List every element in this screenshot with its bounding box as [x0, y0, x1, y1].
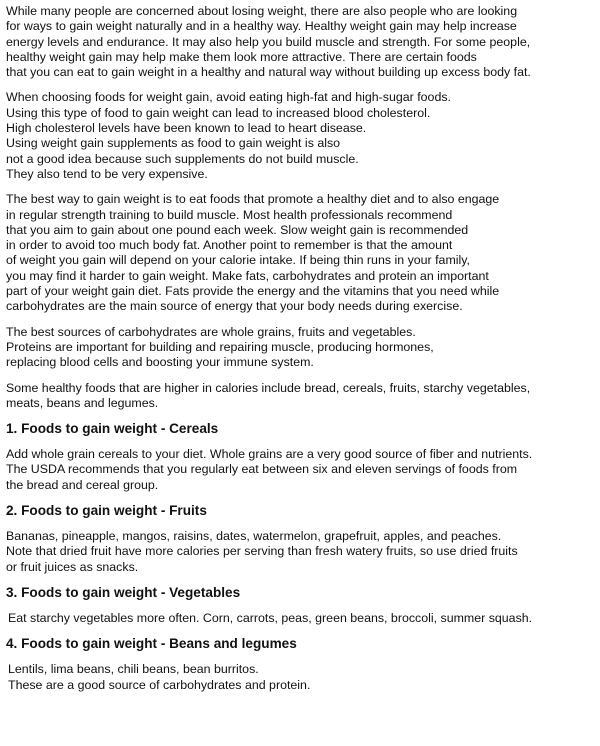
- sources-paragraph: [6, 325, 598, 371]
- avoid-paragraph: [6, 90, 598, 182]
- text-line: replacing blood cells and boosting your immune system.: [6, 355, 314, 370]
- text-line: that you aim to gain about one pound each week. Slow weight gain is recommended: [6, 222, 469, 237]
- text-line: healthy weight gain may help make them look more attractive. There are certain foods: [6, 49, 477, 64]
- text-line: When choosing foods for weight gain, avoid eating high-fat and high-sugar foods.: [6, 90, 451, 105]
- intro-paragraph: [6, 4, 598, 80]
- text-line: They also tend to be very expensive.: [6, 166, 208, 181]
- section-heading-vegetables: 3. Foods to gain weight - Vegetables: [6, 584, 241, 600]
- text-line: meats, beans and legumes.: [6, 395, 159, 410]
- text-line: Eat starchy vegetables more often. Corn, carrots, peas, green beans, broccoli, summer squash.: [8, 610, 533, 625]
- text-line: Using weight gain supplements as food to gain weight is also: [6, 136, 341, 151]
- article: [6, 0, 598, 693]
- healthy-foods-paragraph: [6, 381, 598, 412]
- section-body-cereals: [6, 447, 598, 493]
- text-line: These are a good source of carbohydrates and protein.: [8, 677, 311, 692]
- text-line: Some healthy foods that are higher in calories include bread, cereals, fruits, starchy vegetables,: [6, 380, 531, 395]
- text-line: Lentils, lima beans, chili beans, bean burritos.: [8, 662, 259, 677]
- text-line: Bananas, pineapple, mangos, raisins, dates, watermelon, grapefruit, apples, and peaches.: [6, 529, 502, 544]
- text-line: carbohydrates are the main source of energy that your body needs during exercise.: [6, 299, 463, 314]
- section-heading-beans-legumes: 4. Foods to gain weight - Beans and legumes: [6, 636, 297, 652]
- text-line: or fruit juices as snacks.: [6, 559, 139, 574]
- text-line: in regular strength training to build muscle. Most health professionals recommend: [6, 207, 453, 222]
- text-line: that you can eat to gain weight in a healthy and natural way without building up excess body fat.: [6, 65, 531, 80]
- section-body-vegetables: [6, 611, 598, 626]
- section-body-fruits: [6, 529, 598, 575]
- text-line: Note that dried fruit have more calories per serving than fresh watery fruits, so use dried fruits: [6, 544, 518, 559]
- text-line: the bread and cereal group.: [6, 477, 159, 492]
- text-line: Proteins are important for building and repairing muscle, producing hormones,: [6, 339, 434, 354]
- text-line: in order to avoid too much body fat. Another point to remember is that the amount: [6, 238, 453, 253]
- best-way-paragraph: [6, 192, 598, 314]
- text-line: High cholesterol levels have been known to lead to heart disease.: [6, 121, 367, 136]
- section-body-beans-legumes: [6, 662, 598, 693]
- text-line: not a good idea because such supplements do not build muscle.: [6, 151, 359, 166]
- text-line: The best sources of carbohydrates are whole grains, fruits and vegetables.: [6, 324, 416, 339]
- text-line: The best way to gain weight is to eat foods that promote a healthy diet and to also engage: [6, 192, 500, 207]
- text-line: of weight you gain will depend on your calorie intake. If being thin runs in your family,: [6, 253, 470, 268]
- text-line: part of your weight gain diet. Fats provide the energy and the vitamins that you need while: [6, 284, 500, 299]
- text-line: energy levels and endurance. It may also help you build muscle and strength. For some people,: [6, 34, 531, 49]
- text-line: for ways to gain weight naturally and in a healthy way. Healthy weight gain may help increase: [6, 19, 517, 34]
- text-line: While many people are concerned about losing weight, there are also people who are looking: [6, 4, 518, 18]
- section-heading-cereals: 1. Foods to gain weight - Cereals: [6, 421, 219, 437]
- text-line: Using this type of food to gain weight can lead to increased blood cholesterol.: [6, 105, 431, 120]
- text-line: The USDA recommends that you regularly eat between six and eleven servings of foods from: [6, 462, 518, 477]
- text-line: Add whole grain cereals to your diet. Whole grains are a very good source of fiber and nutrients.: [6, 447, 533, 462]
- section-heading-fruits: 2. Foods to gain weight - Fruits: [6, 503, 207, 519]
- text-line: you may find it harder to gain weight. Make fats, carbohydrates and protein an important: [6, 268, 489, 283]
